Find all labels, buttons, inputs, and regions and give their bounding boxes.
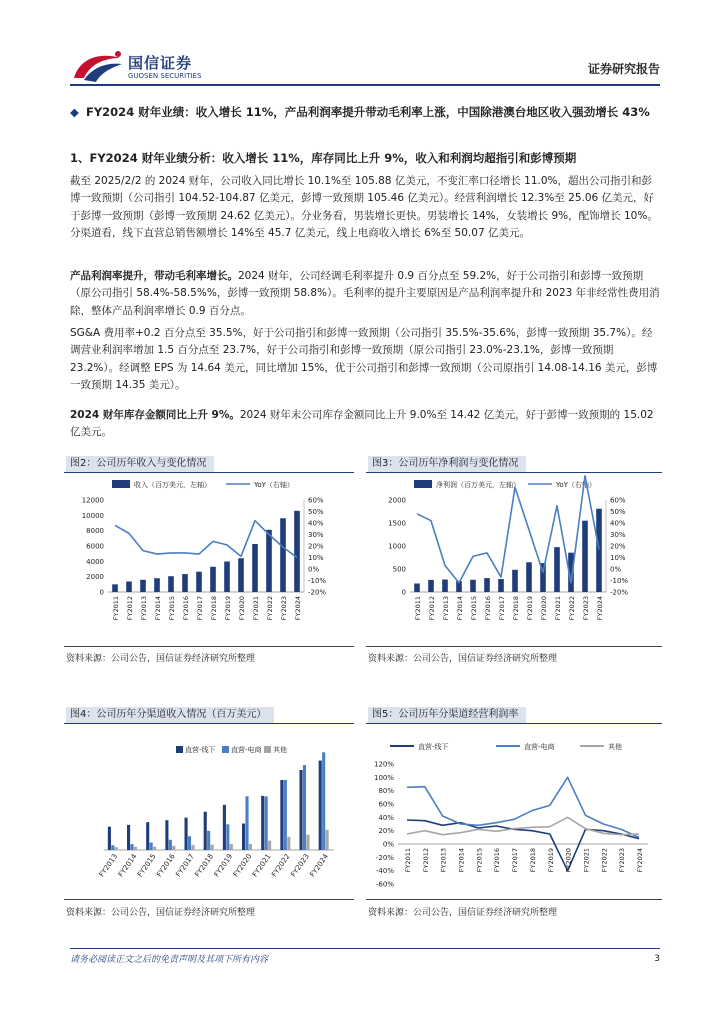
fig3-bar (554, 547, 560, 592)
fig2-bar (196, 572, 202, 592)
section-title: 1、FY2024 财年业绩分析：收入增长 11%，库存同比上升 9%，收入和利润均超指引和彭博预期 (70, 151, 577, 165)
fig2-bar (224, 561, 230, 592)
fig2-ytick-right: 0% (308, 565, 320, 574)
fig5-xtick: FY2023 (618, 848, 627, 873)
fig3-xtick: FY2020 (540, 596, 548, 621)
fig3-bar (428, 580, 434, 592)
fig3-ytick-left: 0 (401, 588, 406, 597)
fig2-xtick: FY2021 (252, 596, 260, 621)
figure-2-title-rule (64, 472, 354, 473)
fig3-ytick-right: -20% (610, 588, 629, 597)
fig3-bar (498, 579, 504, 592)
fig2-bar (280, 518, 286, 592)
fig5-ytick: -40% (375, 867, 394, 876)
fig3-xtick: FY2024 (596, 596, 604, 621)
report-type: 证券研究报告 (587, 62, 660, 76)
fig5-ytick: 120% (373, 760, 394, 769)
fig3-ytick-right: 60% (610, 496, 626, 505)
fig4-xtick: FY2014 (116, 852, 139, 879)
fig3-bar (470, 580, 476, 592)
fig3-xtick: FY2017 (498, 596, 506, 621)
fig2-ytick-left: 0 (99, 588, 104, 597)
fig2-legend-bar-swatch (112, 480, 130, 488)
fig3-xtick: FY2021 (554, 596, 562, 621)
fig4-bar (287, 837, 290, 850)
fig4-bar (127, 825, 130, 850)
fig2-ytick-right: 50% (308, 508, 324, 516)
fig5-ytick: 100% (373, 773, 394, 782)
fig2-bar (112, 584, 118, 592)
fig4-bar (242, 824, 245, 850)
fig2-bar (154, 578, 160, 592)
page-number: 3 (654, 954, 660, 964)
figure-2-title: 图2：公司历年收入与变化情况 (64, 456, 214, 472)
header-divider (70, 84, 660, 86)
fig4-bar (265, 796, 268, 850)
paragraph-inventory (70, 407, 662, 442)
figure-5-title: 图5：公司历年分渠道经营利润率 (366, 707, 526, 723)
fig4-xtick: FY2019 (212, 852, 235, 879)
fig5-xtick: FY2011 (403, 848, 412, 873)
fig4-bar (204, 812, 207, 850)
fig3-bar (484, 578, 490, 592)
fig4-xtick: FY2015 (136, 852, 158, 879)
fig2-ytick-right: 40% (308, 519, 324, 528)
fig2-ytick-left: 12000 (81, 496, 104, 505)
fig2-ytick-left: 2000 (86, 573, 104, 582)
figure-2-source: 资料来源：公司公告，国信证券经济研究所整理 (66, 654, 256, 664)
fig2-ytick-right: 60% (308, 496, 324, 505)
fig4-bar (146, 822, 149, 850)
fig4-bar (280, 780, 283, 850)
fig5-xtick: FY2024 (636, 848, 645, 873)
fig3-xtick: FY2014 (456, 596, 464, 621)
fig2-ytick-right: -10% (308, 577, 327, 585)
fig5-xtick: FY2016 (493, 848, 502, 873)
fig4-bar (306, 835, 309, 850)
fig4-xtick: FY2024 (308, 852, 331, 879)
fig5-ytick: 40% (378, 813, 394, 822)
fig4-bar (191, 845, 194, 850)
paragraph-inventory-body: 2024 财年末公司库存金额同比上升 9.0%至 14.42 亿美元，好于彭博一致预期的 15.02 亿美元。 (70, 409, 654, 439)
fig3-xtick: FY2011 (414, 596, 422, 621)
fig4-legend-label: 直营-电商 (231, 746, 262, 754)
fig2-bar (266, 530, 272, 592)
fig4-bar (268, 841, 271, 850)
fig5-ytick: -60% (375, 880, 394, 889)
fig3-xtick: FY2023 (582, 596, 590, 621)
fig3-ytick-left: 500 (392, 565, 406, 574)
fig2-bar (238, 558, 244, 592)
figure-5-source: 资料来源：公司公告，国信证券经济研究所整理 (368, 908, 558, 918)
fig5-xtick: FY2022 (600, 848, 609, 873)
fig4-bar (108, 827, 111, 850)
paragraph-margin (70, 268, 662, 320)
fig2-bar (294, 511, 300, 592)
fig4-bar (322, 752, 325, 850)
fig2-ytick-right: -20% (308, 588, 327, 597)
fig3-bar (596, 509, 602, 592)
fig5-xtick: FY2021 (582, 848, 591, 873)
figure-3-bottom-rule (366, 646, 662, 647)
fig3-legend-bar-label: 净利润（百万美元，左轴） (436, 481, 520, 489)
paragraph-inventory-lead: 2024 财年库存金额同比上升 9%。 (70, 409, 240, 421)
fig5-line (407, 817, 639, 834)
figure-4-title-rule (64, 723, 354, 724)
figure-5-chart (366, 726, 662, 896)
fig4-bar (130, 844, 133, 850)
fig3-xtick: FY2022 (568, 596, 576, 621)
fig4-bar (185, 818, 188, 850)
fig2-xtick: FY2019 (224, 596, 232, 621)
paragraph-revenue: 截至 2025/2/2 的 2024 财年，公司收入同比增长 10.1%至 105.88 亿美元，不变汇率口径增长 11.0%，超出公司指引和彭博一致预期（公司指引 104.52-104.87 亿美元，彭博一致预期 105.46 亿美元）。经营利润增长 12.3%至 25.06 亿美元，好于彭博一致预期（彭博一致预期 24.62 亿美元）。分业务看，男装增长更快。男装增长 14%，女装增长 9%，配饰增长 10%。分渠道看，线下直营总销售额增长 14%至 45.7 亿美元，线上电商收入增长 6%至 50.07 亿美元。 (70, 175, 658, 240)
figure-4-title: 图4：公司历年分渠道收入情况（百万美元） (64, 707, 274, 723)
fig2-xtick: FY2024 (294, 596, 302, 621)
company-name-en: GUOSEN SECURITIES (128, 72, 202, 80)
fig5-xtick: FY2020 (564, 848, 573, 873)
fig4-legend-swatch (264, 746, 271, 753)
fig2-ytick-left: 8000 (86, 527, 104, 536)
figure-3-chart (366, 474, 662, 640)
fig2-ytick-right: 10% (308, 554, 324, 562)
fig2-xtick: FY2018 (210, 596, 218, 621)
fig4-bar (211, 845, 214, 850)
fig4-bar (261, 796, 264, 850)
fig5-xtick: FY2018 (528, 848, 537, 873)
fig4-bar (300, 770, 303, 850)
fig4-xtick: FY2021 (251, 852, 273, 879)
fig3-ytick-left: 1500 (388, 519, 406, 528)
fig5-ytick: -20% (375, 853, 394, 862)
figure-5-title-rule (366, 723, 662, 724)
figure-4-source: 资料来源：公司公告，国信证券经济研究所整理 (66, 908, 256, 918)
fig5-xtick: FY2013 (439, 848, 448, 873)
fig3-ytick-right: 30% (610, 531, 626, 539)
fig5-ytick: 20% (378, 827, 394, 836)
figure-2-chart (64, 474, 354, 640)
fig3-ytick-right: 0% (610, 565, 622, 574)
figure-2-bottom-rule (64, 646, 354, 647)
fig3-xtick: FY2018 (512, 596, 520, 621)
fig3-ytick-left: 1000 (388, 542, 406, 551)
fig4-xtick: FY2013 (97, 852, 120, 879)
fig5-ytick: 0% (382, 840, 394, 849)
fig5-legend-label: 其他 (608, 743, 622, 751)
fig4-bar (230, 844, 233, 850)
figure-3-source: 资料来源：公司公告，国信证券经济研究所整理 (368, 654, 558, 664)
fig3-ytick-right: 50% (610, 508, 626, 516)
fig5-xtick: FY2012 (421, 848, 430, 873)
fig2-ytick-left: 10000 (81, 511, 104, 520)
fig3-xtick: FY2016 (484, 596, 492, 621)
fig4-bar (284, 780, 287, 850)
fig3-ytick-right: -10% (610, 577, 629, 585)
fig2-ytick-right: 30% (308, 531, 324, 539)
fig4-legend-swatch (176, 746, 183, 753)
figure-3-title-rule (366, 472, 662, 473)
company-name-cn: 国信证券 (128, 54, 193, 72)
fig3-bar (512, 570, 518, 592)
fig4-bar (115, 847, 118, 850)
figure-4-bottom-rule (64, 899, 354, 900)
fig2-legend-bar-label: 收入（百万美元，左轴） (134, 481, 211, 489)
fig2-xtick: FY2012 (126, 596, 134, 621)
paragraph-sga: SG&A 费用率+0.2 百分点至 35.5%，好于公司指引和彭博一致预期（公司指引 35.5%-35.6%，彭博一致预期 35.7%）。经调营业利润率增加 1.5 百分点至 23.7%，好于公司指引和彭博一致预期（原公司指引 23.0%-23.1%，彭博一致预期 23.2%）。经调整 EPS 为 14.64 美元，同比增加 15%，优于公司指引和彭博一致预期（公司原指引 14.08-14.16 美元，彭博一致预期 14.35 美元）。 (70, 327, 658, 392)
paragraph-margin-lead: 产品利润率提升，带动毛利率增长。 (70, 270, 238, 282)
fig4-legend-swatch (222, 746, 229, 753)
fig4-xtick: FY2016 (155, 852, 177, 879)
fig2-ytick-left: 6000 (86, 542, 104, 551)
fig2-bar (210, 567, 216, 592)
fig4-bar (153, 847, 156, 850)
fig3-xtick: FY2012 (428, 596, 436, 621)
fig4-bar (326, 830, 329, 850)
fig4-bar (188, 836, 191, 850)
fig4-bar (207, 831, 210, 850)
figure-5-bottom-rule (366, 899, 662, 900)
fig2-xtick: FY2014 (154, 596, 162, 621)
fig5-xtick: FY2017 (511, 848, 520, 873)
guosen-logo-icon (70, 48, 130, 84)
fig5-legend-label: 直营-电商 (524, 743, 555, 751)
fig2-ytick-left: 4000 (86, 557, 104, 566)
footer-divider (70, 948, 660, 949)
fig4-bar (223, 805, 226, 850)
fig4-legend-label: 直营-线下 (185, 746, 216, 754)
fig4-xtick: FY2017 (174, 852, 196, 879)
fig4-bar (245, 796, 248, 850)
paragraph-margin-body: 2024 财年，公司经调毛利率提升 0.9 百分点至 59.2%，好于公司指引和彭博一致预期（原公司指引 58.4%-58.5%%，彭博一致预期 58.8%）。毛利率的提升主要原因是产品利润率提升和 2023 年非经常性费用消除，整体产品利润率增长 0.9 百分点。 (70, 270, 660, 317)
fig2-xtick: FY2023 (280, 596, 288, 621)
fig4-bar (169, 840, 172, 850)
fig4-bar (150, 843, 153, 850)
fig4-bar (226, 824, 229, 850)
fig2-ytick-right: 20% (308, 542, 324, 551)
fig2-bar (140, 580, 146, 592)
fig2-xtick: FY2015 (168, 596, 176, 621)
fig4-xtick: FY2018 (193, 852, 216, 879)
fig4-bar (111, 845, 114, 850)
fig3-ytick-right: 20% (610, 542, 626, 551)
fig3-bar (526, 562, 532, 592)
fig4-bar (172, 846, 175, 850)
fig2-xtick: FY2013 (140, 596, 148, 621)
fig4-bar (165, 820, 168, 850)
fig5-xtick: FY2015 (475, 848, 484, 873)
fig2-xtick: FY2016 (182, 596, 190, 621)
diamond-bullet-icon: ◆ (70, 105, 79, 119)
footer-disclaimer: 请务必阅读正文之后的免责声明及其项下所有内容 (70, 955, 269, 965)
fig4-xtick: FY2022 (270, 852, 292, 879)
figure-3-title: 图3：公司历年净利润与变化情况 (366, 456, 526, 472)
fig4-xtick: FY2023 (289, 852, 311, 879)
fig5-ytick: 80% (378, 787, 394, 796)
fig5-ytick: 60% (378, 800, 394, 809)
page-header (70, 48, 660, 86)
fig3-xtick: FY2019 (526, 596, 534, 621)
highlight-bullet (70, 103, 662, 121)
fig3-xtick: FY2015 (470, 596, 478, 621)
fig3-bar (442, 580, 448, 592)
fig3-xtick: FY2013 (442, 596, 450, 621)
fig5-xtick: FY2019 (546, 848, 555, 873)
fig3-bar (414, 583, 420, 592)
fig2-bar (126, 581, 132, 592)
fig2-xtick: FY2020 (238, 596, 246, 621)
fig4-bar (134, 847, 137, 850)
fig2-bar (182, 574, 188, 592)
fig3-ytick-right: 10% (610, 554, 626, 562)
fig4-legend-label: 其他 (273, 746, 287, 754)
fig3-legend-line-label: YoY（右轴） (556, 481, 596, 489)
highlight-text: FY2024 财年业绩：收入增长 11%，产品利润率提升带动毛利率上涨，中国除港澳台地区收入强劲增长 43% (86, 105, 650, 119)
fig3-ytick-right: 40% (610, 519, 626, 528)
fig2-xtick: FY2017 (196, 596, 204, 621)
fig2-legend-line-label: YoY（右轴） (254, 481, 294, 489)
fig2-xtick: FY2011 (112, 596, 120, 621)
figure-4-chart (64, 726, 354, 896)
fig5-legend-label: 直营-线下 (418, 743, 449, 751)
fig2-bar (168, 576, 174, 592)
fig5-xtick: FY2014 (457, 848, 466, 873)
fig3-ytick-left: 2000 (388, 496, 406, 505)
fig4-xtick: FY2020 (231, 852, 254, 879)
fig4-bar (303, 765, 306, 850)
fig2-bar (252, 544, 258, 592)
fig4-bar (319, 761, 322, 850)
fig3-legend-bar-swatch (414, 480, 432, 488)
fig4-bar (249, 844, 252, 850)
fig3-bar (582, 521, 588, 592)
fig2-xtick: FY2022 (266, 596, 274, 621)
